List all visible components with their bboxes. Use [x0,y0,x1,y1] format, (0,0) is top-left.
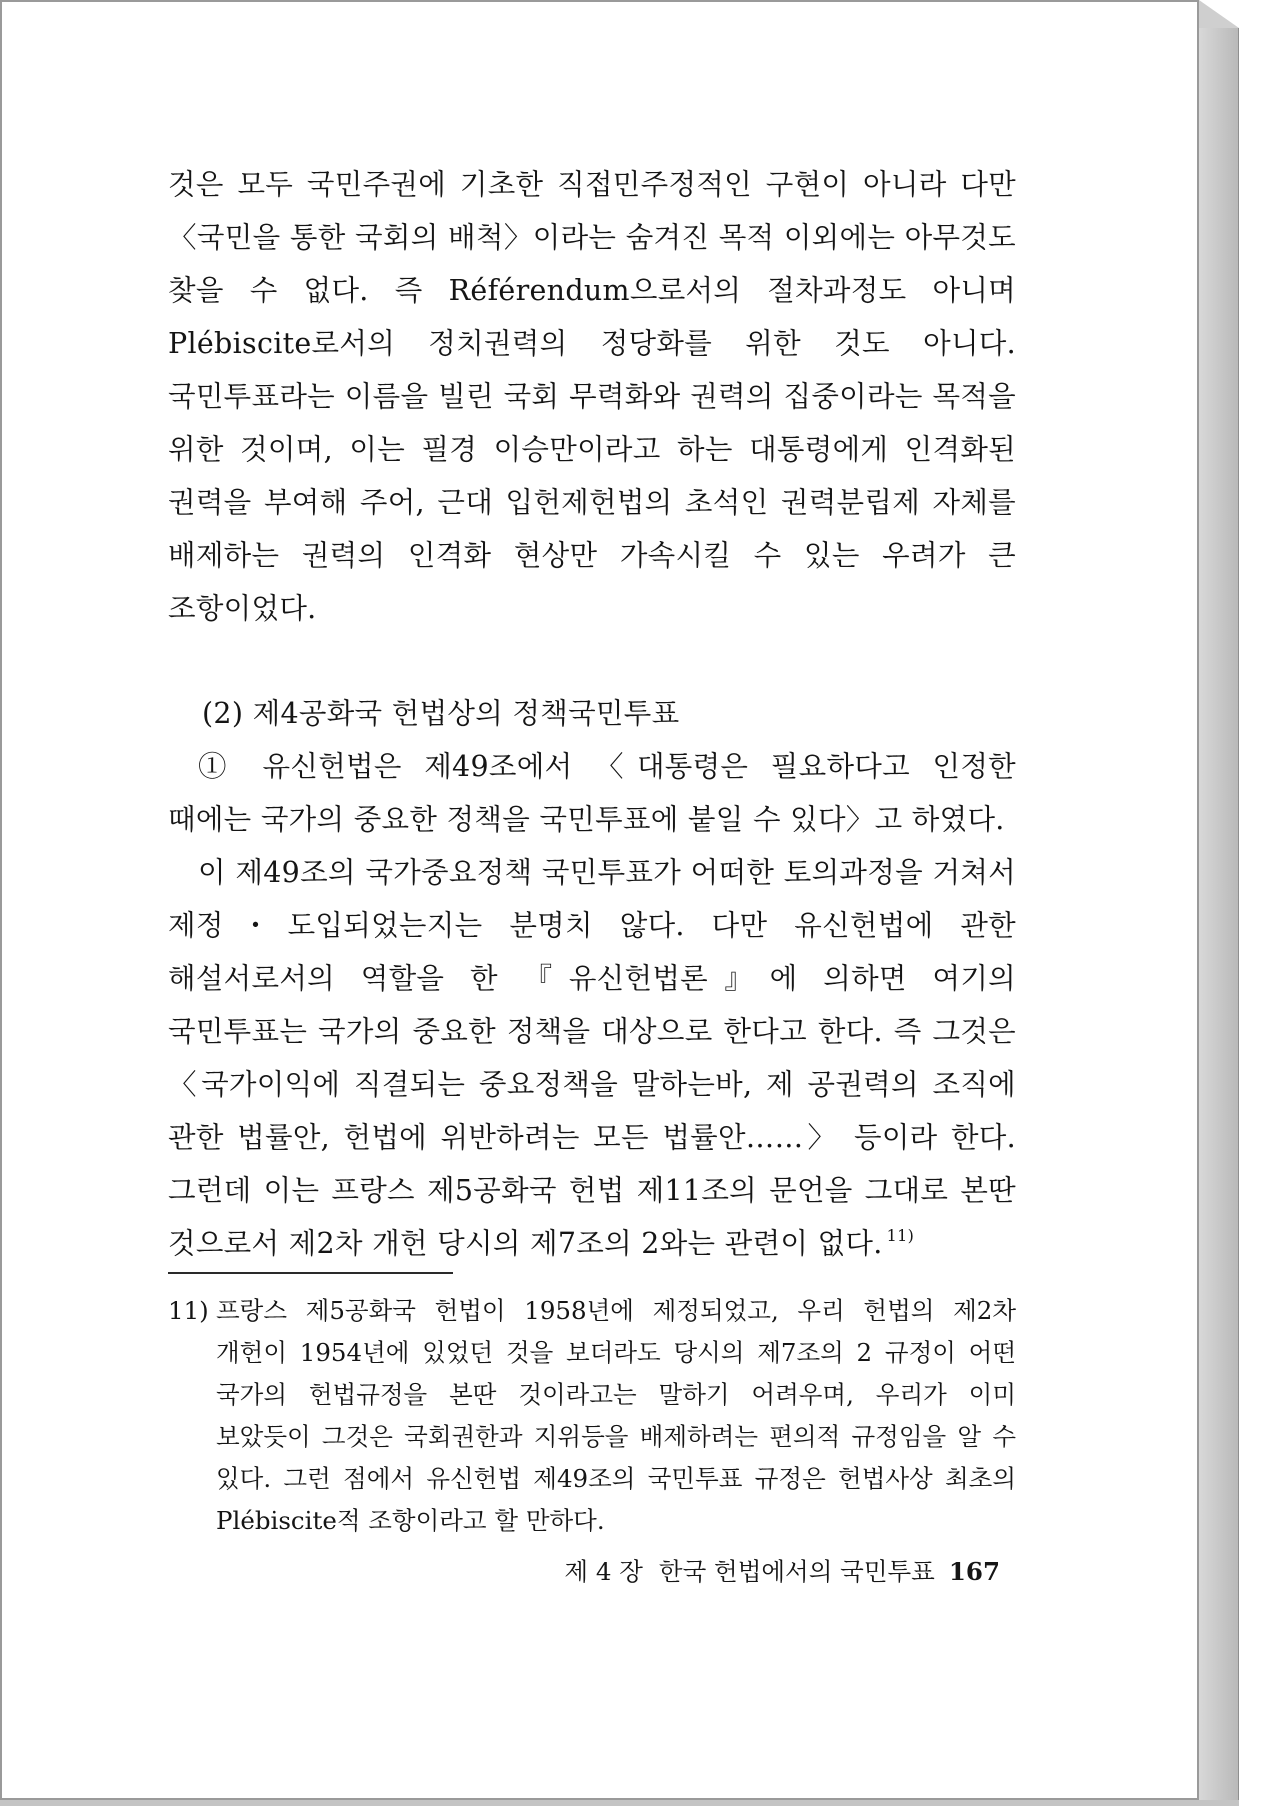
paragraph-3 [168,846,1016,1270]
footnote-text: 프랑스 제5공화국 헌법이 1958년에 제정되었고, 우리 헌법의 제2차 개헌이 1954년에 있었던 것을 보더라도 당시의 제7조의 2 규정이 어떤 국가의 헌법규정을 본딴 것이라고는 말하기 어려우며, 우리가 이미 보았듯이 그것은 국회권한과 지위등을 배제하려는 편의적 규정임을 알 수 있다. 그런 점에서 유신헌법 제49조의 국민투표 규정은 헌법사상 최초의 Plébiscite적 조항이라고 할 만하다. [216,1296,1016,1535]
footnote-number: 11) [168,1296,209,1325]
paragraph-2: ① 유신헌법은 제49조에서 〈대통령은 필요하다고 인정한 때에는 국가의 중요한 정책을 국민투표에 붙일 수 있다〉고 하였다. [168,750,1016,836]
footnote-reference[interactable]: 11) [886,1226,915,1245]
section-heading: (2) 제4공화국 헌법상의 정책국민투표 [202,697,680,730]
page-edge-side [1199,28,1239,1800]
page-edge-top [1199,0,1239,28]
body-text [168,158,1016,1270]
footnote [168,1290,1016,1542]
running-footer [540,1556,1000,1588]
footer-chapter: 제 4 장 [564,1557,643,1586]
footer-title: 한국 헌법에서의 국민투표 [658,1557,935,1586]
page-edge-bottom [0,1800,1239,1806]
page-number: 167 [948,1557,1000,1586]
footnote-divider [168,1272,453,1274]
paragraph-1: 것은 모두 국민주권에 기초한 직접민주정적인 구현이 아니라 다만 〈국민을 통한 국회의 배척〉이라는 숨겨진 목적 이외에는 아무것도 찾을 수 없다. 즉 Référendum으로서의 절차과정도 아니며 Plébiscite로서의 정치권력의 정당화를 위한 것도 아니다. 국민투표라는 이름을 빌린 국회 무력화와 권력의 집중이라는 목적을 위한 것이며, 이는 필경 이승만이라고 하는 대통령에게 인격화된 권력을 부여해 주어, 근대 입헌제헌법의 초석인 권력분립제 자체를 배제하는 권력의 인격화 현상만 가속시킬 수 있는 우려가 큰 조항이었다. [168,168,1016,625]
paragraph-3-text: 이 제49조의 국가중요정책 국민투표가 어떠한 토의과정을 거쳐서 제정・도입되었는지는 분명치 않다. 다만 유신헌법에 관한 해설서로서의 역할을 한 『유신헌법론』에 의하면 여기의 국민투표는 국가의 중요한 정책을 대상으로 한다고 한다. 즉 그것은 〈국가이익에 직결되는 중요정책을 말하는바, 제 공권력의 조직에 관한 법률안, 헌법에 위반하려는 모든 법률안……〉 등이라 한다. 그런데 이는 프랑스 제5공화국 헌법 제11조의 문언을 그대로 본딴 것으로서 제2차 개헌 당시의 제7조의 2와는 관련이 없다. [168,856,1016,1260]
